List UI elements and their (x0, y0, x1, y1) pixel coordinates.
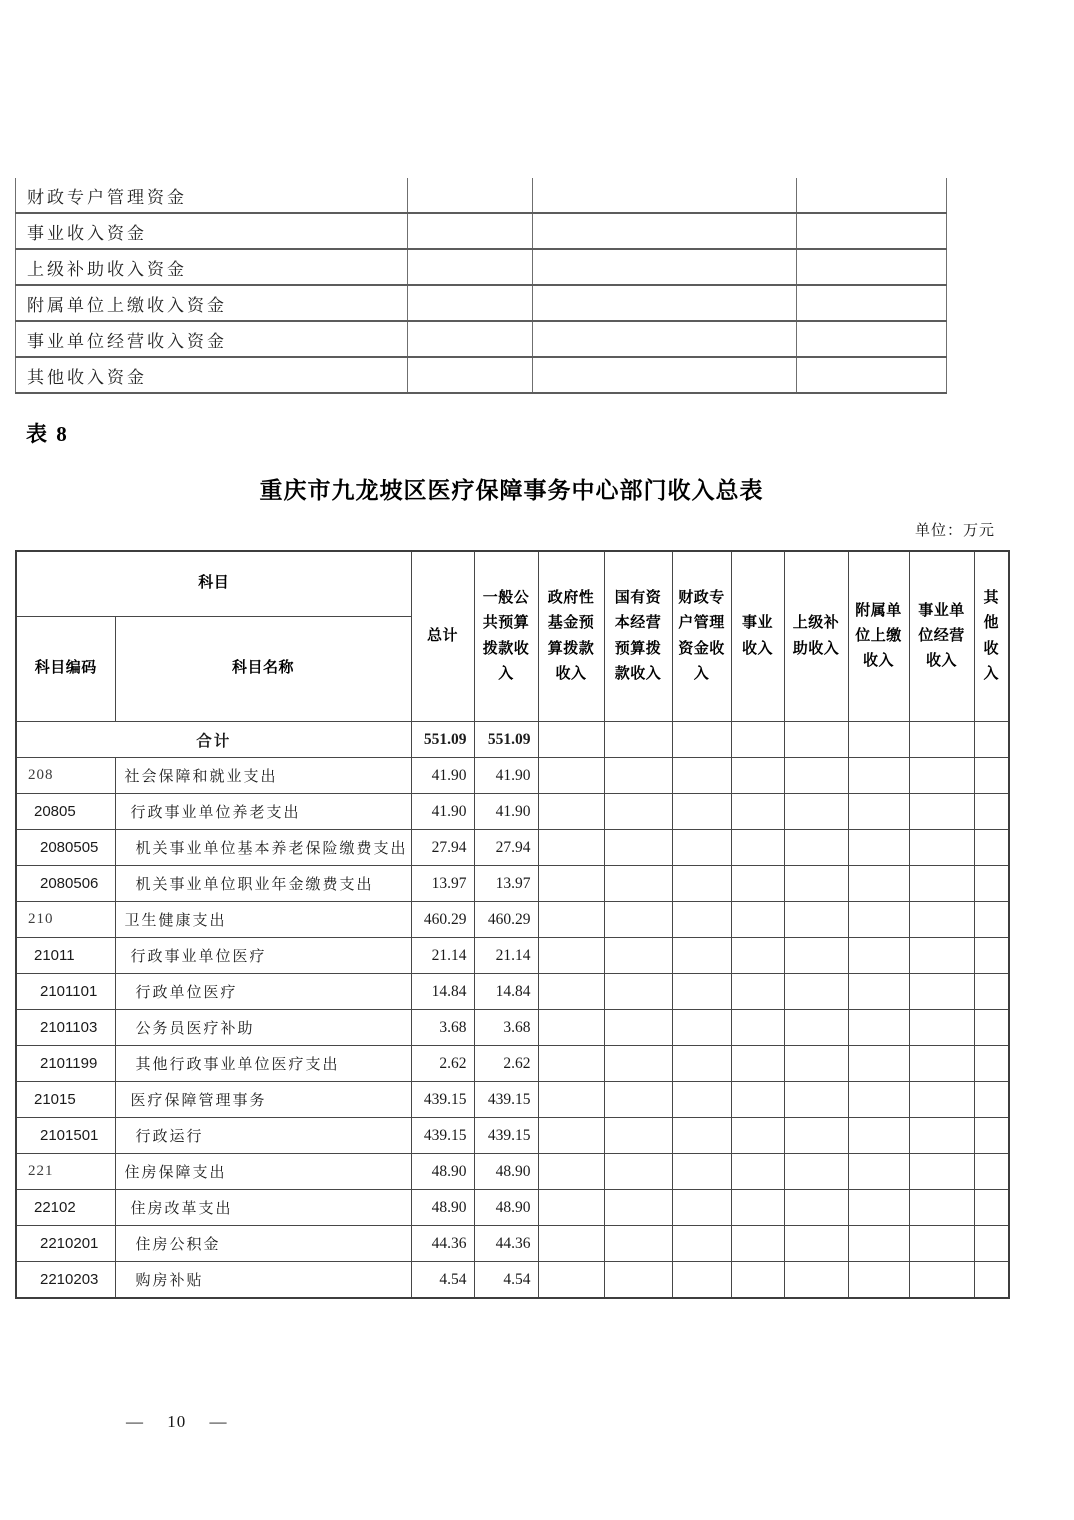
total-cell: 27.94 (411, 830, 474, 866)
empty-cell (974, 1226, 1009, 1262)
empty-cell (974, 974, 1009, 1010)
empty-cell (784, 1154, 848, 1190)
subject-name-cell: 其他行政事业单位医疗支出 (115, 1046, 411, 1082)
empty-cell (731, 1154, 784, 1190)
empty-cell (909, 1046, 974, 1082)
general-budget-cell: 41.90 (474, 794, 538, 830)
empty-cell (533, 357, 797, 393)
general-budget-cell: 41.90 (474, 758, 538, 794)
header-subject: 科目 (16, 551, 411, 617)
empty-cell (533, 178, 797, 213)
empty-cell (538, 830, 604, 866)
empty-cell (797, 285, 947, 321)
income-row (16, 938, 1009, 974)
empty-cell (974, 830, 1009, 866)
empty-cell (672, 1010, 731, 1046)
income-total-row (16, 722, 1009, 758)
empty-cell (408, 357, 533, 393)
subject-code-cell: 2210203 (16, 1262, 115, 1299)
subject-name-cell: 住房改革支出 (115, 1190, 411, 1226)
header-state-capital-budget: 国有资本经营预算拨款收入 (604, 551, 672, 722)
empty-cell (538, 938, 604, 974)
empty-cell (784, 794, 848, 830)
empty-cell (848, 758, 909, 794)
total-cell: 551.09 (411, 722, 474, 758)
fund-row (16, 357, 947, 393)
empty-cell (909, 866, 974, 902)
empty-cell (672, 794, 731, 830)
empty-cell (848, 794, 909, 830)
empty-cell (848, 1082, 909, 1118)
total-cell: 41.90 (411, 794, 474, 830)
empty-cell (974, 1046, 1009, 1082)
empty-cell (848, 902, 909, 938)
empty-cell (604, 938, 672, 974)
fund-source-label: 上级补助收入资金 (16, 249, 408, 285)
empty-cell (784, 758, 848, 794)
subject-name-cell: 机关事业单位基本养老保险缴费支出 (115, 830, 411, 866)
subject-code-cell: 208 (16, 758, 115, 794)
empty-cell (784, 1190, 848, 1226)
empty-cell (533, 249, 797, 285)
empty-cell (604, 1190, 672, 1226)
income-row (16, 1262, 1009, 1299)
subject-code-cell: 2101199 (16, 1046, 115, 1082)
total-cell: 48.90 (411, 1190, 474, 1226)
total-cell: 48.90 (411, 1154, 474, 1190)
income-row (16, 1046, 1009, 1082)
empty-cell (974, 1190, 1009, 1226)
subject-name-cell: 住房保障支出 (115, 1154, 411, 1190)
empty-cell (672, 758, 731, 794)
empty-cell (784, 866, 848, 902)
empty-cell (731, 938, 784, 974)
empty-cell (538, 1190, 604, 1226)
empty-cell (974, 1262, 1009, 1299)
subject-code-cell: 2210201 (16, 1226, 115, 1262)
empty-cell (672, 1118, 731, 1154)
general-budget-cell: 48.90 (474, 1190, 538, 1226)
empty-cell (848, 1190, 909, 1226)
header-superior-subsidy: 上级补助收入 (784, 551, 848, 722)
income-row (16, 1082, 1009, 1118)
empty-cell (672, 902, 731, 938)
empty-cell (731, 794, 784, 830)
empty-cell (604, 1082, 672, 1118)
empty-cell (672, 830, 731, 866)
total-row-label: 合计 (16, 722, 411, 758)
empty-cell (784, 1226, 848, 1262)
income-row (16, 974, 1009, 1010)
empty-cell (408, 249, 533, 285)
empty-cell (909, 722, 974, 758)
empty-cell (538, 794, 604, 830)
income-row (16, 902, 1009, 938)
subject-name-cell: 行政事业单位医疗 (115, 938, 411, 974)
subject-name-cell: 行政事业单位养老支出 (115, 794, 411, 830)
empty-cell (672, 1262, 731, 1299)
empty-cell (909, 794, 974, 830)
total-cell: 41.90 (411, 758, 474, 794)
prior-table-body (16, 178, 947, 393)
general-budget-cell: 551.09 (474, 722, 538, 758)
total-cell: 3.68 (411, 1010, 474, 1046)
empty-cell (731, 866, 784, 902)
empty-cell (538, 1082, 604, 1118)
header-fiscal-account-funds: 财政专户管理资金收入 (672, 551, 731, 722)
empty-cell (672, 1190, 731, 1226)
empty-cell (672, 1046, 731, 1082)
empty-cell (909, 1118, 974, 1154)
empty-cell (784, 1010, 848, 1046)
general-budget-cell: 460.29 (474, 902, 538, 938)
empty-cell (604, 758, 672, 794)
income-table-body (16, 722, 1009, 1299)
empty-cell (784, 722, 848, 758)
header-operation-income: 事业收入 (731, 551, 784, 722)
empty-cell (848, 1226, 909, 1262)
empty-cell (784, 974, 848, 1010)
empty-cell (538, 1262, 604, 1299)
empty-cell (604, 722, 672, 758)
empty-cell (538, 974, 604, 1010)
income-row (16, 1226, 1009, 1262)
empty-cell (604, 1118, 672, 1154)
empty-cell (784, 938, 848, 974)
empty-cell (784, 1118, 848, 1154)
subject-name-cell: 住房公积金 (115, 1226, 411, 1262)
empty-cell (538, 1154, 604, 1190)
general-budget-cell: 21.14 (474, 938, 538, 974)
empty-cell (974, 1154, 1009, 1190)
empty-cell (408, 285, 533, 321)
empty-cell (538, 722, 604, 758)
empty-cell (848, 830, 909, 866)
fund-row (16, 213, 947, 249)
empty-cell (784, 830, 848, 866)
empty-cell (909, 1226, 974, 1262)
empty-cell (909, 758, 974, 794)
empty-cell (974, 1010, 1009, 1046)
empty-cell (533, 321, 797, 357)
table-number-label: 表 8 (26, 422, 69, 446)
empty-cell (974, 1118, 1009, 1154)
empty-cell (604, 974, 672, 1010)
header-subject-name: 科目名称 (115, 617, 411, 722)
general-budget-cell: 2.62 (474, 1046, 538, 1082)
empty-cell (848, 1046, 909, 1082)
header-row-subject (16, 551, 1009, 617)
empty-cell (538, 866, 604, 902)
empty-cell (784, 1262, 848, 1299)
empty-cell (672, 974, 731, 1010)
empty-cell (604, 1154, 672, 1190)
empty-cell (408, 178, 533, 213)
empty-cell (909, 974, 974, 1010)
total-cell: 460.29 (411, 902, 474, 938)
empty-cell (731, 758, 784, 794)
subject-code-cell: 2101101 (16, 974, 115, 1010)
empty-cell (848, 722, 909, 758)
empty-cell (974, 794, 1009, 830)
empty-cell (538, 902, 604, 938)
empty-cell (797, 321, 947, 357)
fund-row (16, 321, 947, 357)
subject-code-cell: 21011 (16, 938, 115, 974)
empty-cell (672, 938, 731, 974)
subject-name-cell: 行政运行 (115, 1118, 411, 1154)
subject-name-cell: 医疗保障管理事务 (115, 1082, 411, 1118)
empty-cell (848, 1154, 909, 1190)
general-budget-cell: 439.15 (474, 1118, 538, 1154)
empty-cell (909, 1262, 974, 1299)
subject-name-cell: 机关事业单位职业年金缴费支出 (115, 866, 411, 902)
empty-cell (784, 902, 848, 938)
empty-cell (731, 722, 784, 758)
empty-cell (731, 1046, 784, 1082)
income-row (16, 1190, 1009, 1226)
general-budget-cell: 439.15 (474, 1082, 538, 1118)
empty-cell (672, 1082, 731, 1118)
empty-cell (731, 830, 784, 866)
empty-cell (848, 1262, 909, 1299)
fund-source-label: 事业收入资金 (16, 213, 408, 249)
general-budget-cell: 48.90 (474, 1154, 538, 1190)
total-cell: 2.62 (411, 1046, 474, 1082)
empty-cell (797, 213, 947, 249)
header-general-public-budget: 一般公共预算拨款收入 (474, 551, 538, 722)
subject-name-cell: 公务员医疗补助 (115, 1010, 411, 1046)
empty-cell (909, 1082, 974, 1118)
subject-code-cell: 2101103 (16, 1010, 115, 1046)
general-budget-cell: 4.54 (474, 1262, 538, 1299)
prior-funds-table (15, 178, 947, 394)
empty-cell (731, 974, 784, 1010)
header-gov-fund-budget: 政府性基金预算拨款收入 (538, 551, 604, 722)
empty-cell (604, 1046, 672, 1082)
empty-cell (909, 938, 974, 974)
empty-cell (408, 213, 533, 249)
empty-cell (797, 178, 947, 213)
general-budget-cell: 14.84 (474, 974, 538, 1010)
empty-cell (848, 1010, 909, 1046)
empty-cell (672, 866, 731, 902)
empty-cell (784, 1046, 848, 1082)
empty-cell (604, 830, 672, 866)
page-number: — 10 — (126, 1412, 228, 1431)
empty-cell (604, 1226, 672, 1262)
empty-cell (731, 1262, 784, 1299)
fund-source-label: 财政专户管理资金 (16, 178, 408, 213)
empty-cell (974, 758, 1009, 794)
subject-code-cell: 20805 (16, 794, 115, 830)
subject-name-cell: 卫生健康支出 (115, 902, 411, 938)
income-row (16, 1118, 1009, 1154)
empty-cell (538, 758, 604, 794)
general-budget-cell: 44.36 (474, 1226, 538, 1262)
empty-cell (974, 866, 1009, 902)
empty-cell (533, 213, 797, 249)
empty-cell (909, 830, 974, 866)
header-subject-code: 科目编码 (16, 617, 115, 722)
empty-cell (797, 249, 947, 285)
empty-cell (408, 321, 533, 357)
empty-cell (672, 1226, 731, 1262)
empty-cell (797, 357, 947, 393)
empty-cell (848, 1118, 909, 1154)
total-cell: 4.54 (411, 1262, 474, 1299)
fund-source-label: 事业单位经营收入资金 (16, 321, 408, 357)
income-row (16, 830, 1009, 866)
empty-cell (538, 1010, 604, 1046)
empty-cell (731, 1226, 784, 1262)
empty-cell (672, 1154, 731, 1190)
empty-cell (731, 902, 784, 938)
empty-cell (974, 902, 1009, 938)
empty-cell (604, 1262, 672, 1299)
subject-name-cell: 社会保障和就业支出 (115, 758, 411, 794)
fund-row (16, 178, 947, 213)
total-cell: 13.97 (411, 866, 474, 902)
empty-cell (848, 974, 909, 1010)
total-cell: 44.36 (411, 1226, 474, 1262)
empty-cell (604, 902, 672, 938)
income-row (16, 1010, 1009, 1046)
fund-row (16, 249, 947, 285)
empty-cell (731, 1082, 784, 1118)
empty-cell (848, 938, 909, 974)
header-business-operation-income: 事业单位经营收入 (909, 551, 974, 722)
subject-code-cell: 2080505 (16, 830, 115, 866)
subject-name-cell: 行政单位医疗 (115, 974, 411, 1010)
subject-code-cell: 210 (16, 902, 115, 938)
empty-cell (604, 794, 672, 830)
total-cell: 21.14 (411, 938, 474, 974)
income-row (16, 758, 1009, 794)
empty-cell (731, 1118, 784, 1154)
empty-cell (538, 1118, 604, 1154)
subject-code-cell: 2101501 (16, 1118, 115, 1154)
empty-cell (909, 902, 974, 938)
empty-cell (974, 722, 1009, 758)
income-row (16, 866, 1009, 902)
empty-cell (909, 1190, 974, 1226)
header-other-income: 其他收入 (974, 551, 1009, 722)
unit-note: 单位：万元 (914, 523, 995, 539)
income-table (15, 550, 1010, 1299)
empty-cell (909, 1010, 974, 1046)
income-row (16, 1154, 1009, 1190)
subject-code-cell: 21015 (16, 1082, 115, 1118)
general-budget-cell: 27.94 (474, 830, 538, 866)
empty-cell (848, 866, 909, 902)
subject-code-cell: 22102 (16, 1190, 115, 1226)
empty-cell (909, 1154, 974, 1190)
total-cell: 14.84 (411, 974, 474, 1010)
subject-name-cell: 购房补贴 (115, 1262, 411, 1299)
fund-source-label: 其他收入资金 (16, 357, 408, 393)
header-affiliate-remittance: 附属单位上缴收入 (848, 551, 909, 722)
empty-cell (533, 285, 797, 321)
header-total: 总计 (411, 551, 474, 722)
fund-source-label: 附属单位上缴收入资金 (16, 285, 408, 321)
empty-cell (604, 866, 672, 902)
empty-cell (672, 722, 731, 758)
empty-cell (538, 1226, 604, 1262)
general-budget-cell: 13.97 (474, 866, 538, 902)
empty-cell (731, 1190, 784, 1226)
income-row (16, 794, 1009, 830)
total-cell: 439.15 (411, 1118, 474, 1154)
page-title: 重庆市九龙坡区医疗保障事务中心部门收入总表 (259, 478, 764, 503)
total-cell: 439.15 (411, 1082, 474, 1118)
subject-code-cell: 2080506 (16, 866, 115, 902)
empty-cell (731, 1010, 784, 1046)
empty-cell (538, 1046, 604, 1082)
empty-cell (974, 1082, 1009, 1118)
subject-code-cell: 221 (16, 1154, 115, 1190)
empty-cell (604, 1010, 672, 1046)
general-budget-cell: 3.68 (474, 1010, 538, 1046)
empty-cell (784, 1082, 848, 1118)
empty-cell (974, 938, 1009, 974)
fund-row (16, 285, 947, 321)
